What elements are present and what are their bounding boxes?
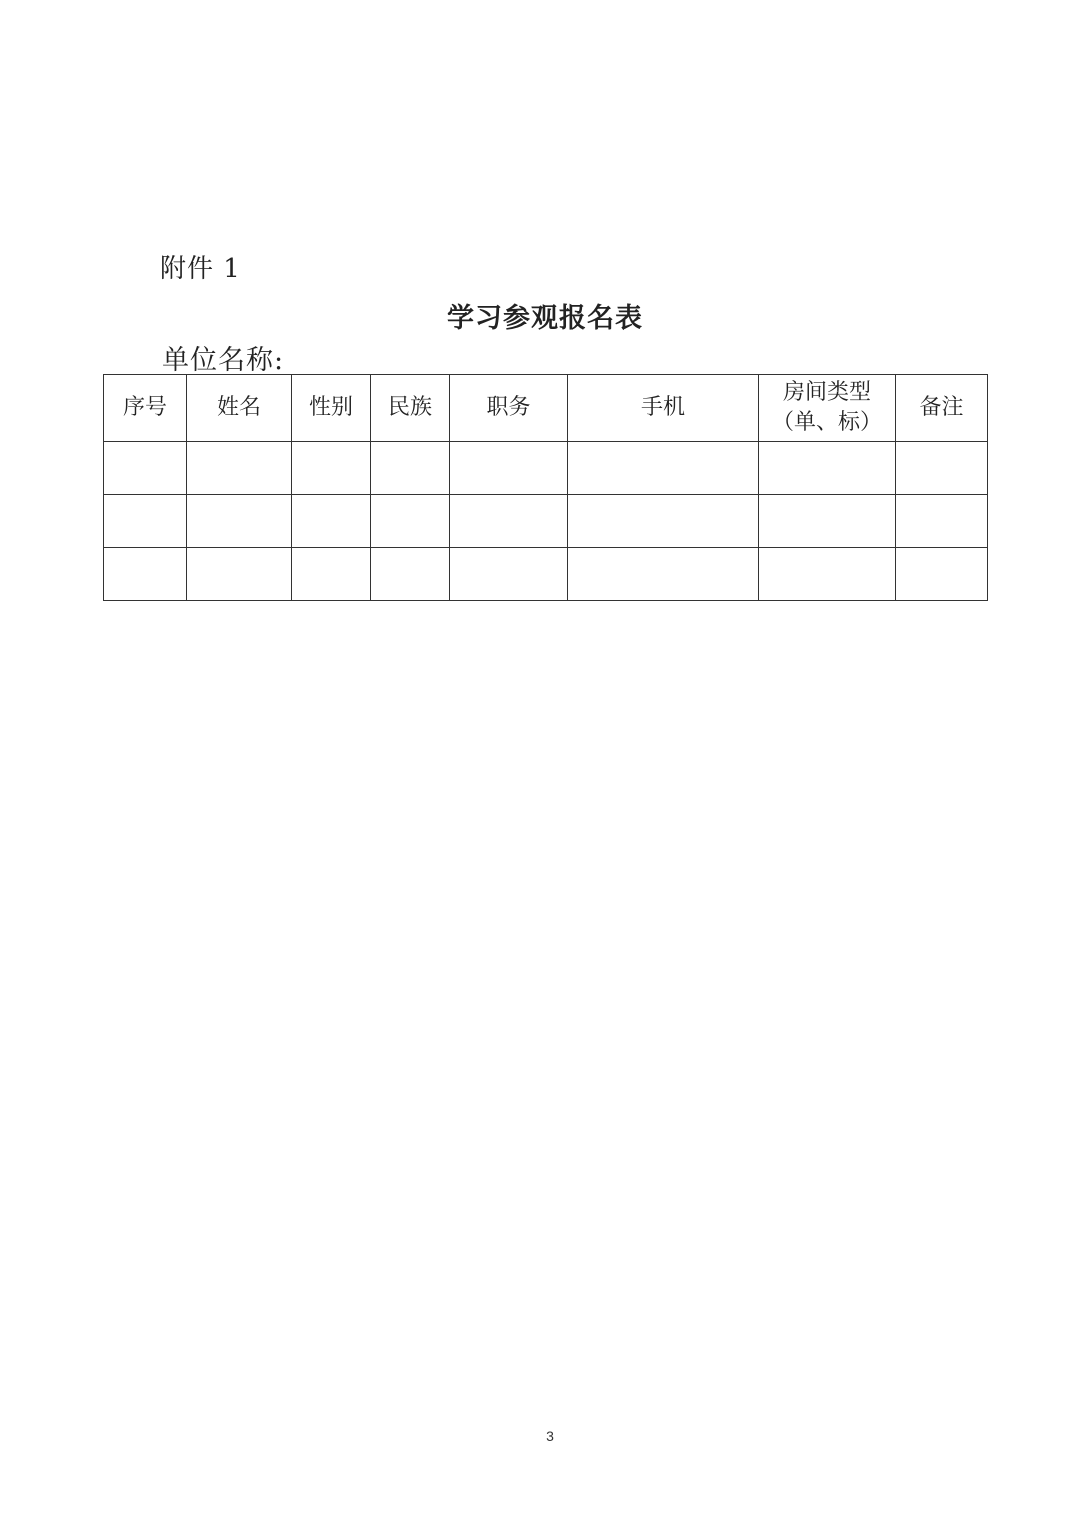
- column-header-phone: 手机: [568, 375, 759, 442]
- table-cell[interactable]: [568, 495, 759, 548]
- column-header-room-type: [759, 375, 896, 442]
- column-header-position: 职务: [450, 375, 568, 442]
- table-row: [104, 548, 988, 601]
- table-header-row: [104, 375, 988, 442]
- table-cell[interactable]: [759, 495, 896, 548]
- table-row: [104, 495, 988, 548]
- signup-table: [103, 374, 988, 601]
- table-cell[interactable]: [292, 548, 371, 601]
- room-type-options: （单、标）: [771, 410, 882, 435]
- table-cell[interactable]: [187, 442, 292, 495]
- table-cell[interactable]: [896, 442, 988, 495]
- room-type-label: 房间类型: [782, 380, 871, 405]
- table-cell[interactable]: [759, 442, 896, 495]
- attachment-label: 附件 1: [160, 254, 241, 284]
- table-cell[interactable]: [104, 548, 187, 601]
- column-header-seq: 序号: [104, 375, 187, 442]
- column-header-gender: 性别: [292, 375, 371, 442]
- column-header-ethnicity: 民族: [371, 375, 450, 442]
- table-cell[interactable]: [568, 442, 759, 495]
- table-cell[interactable]: [371, 548, 450, 601]
- table-cell[interactable]: [187, 548, 292, 601]
- table-cell[interactable]: [759, 548, 896, 601]
- table-cell[interactable]: [896, 548, 988, 601]
- table-cell[interactable]: [450, 442, 568, 495]
- table-cell[interactable]: [292, 442, 371, 495]
- table-cell[interactable]: [371, 495, 450, 548]
- table-cell[interactable]: [450, 548, 568, 601]
- page-title: 学习参观报名表: [447, 303, 643, 334]
- unit-name-label: 单位名称:: [162, 345, 285, 376]
- table-cell[interactable]: [568, 548, 759, 601]
- table-row: [104, 442, 988, 495]
- table-cell[interactable]: [896, 495, 988, 548]
- table-cell[interactable]: [187, 495, 292, 548]
- table-cell[interactable]: [292, 495, 371, 548]
- table-cell[interactable]: [371, 442, 450, 495]
- table-cell[interactable]: [104, 495, 187, 548]
- table-cell[interactable]: [450, 495, 568, 548]
- column-header-name: 姓名: [187, 375, 292, 442]
- column-header-remarks: 备注: [896, 375, 988, 442]
- page-number: 3: [546, 1428, 554, 1444]
- table-cell[interactable]: [104, 442, 187, 495]
